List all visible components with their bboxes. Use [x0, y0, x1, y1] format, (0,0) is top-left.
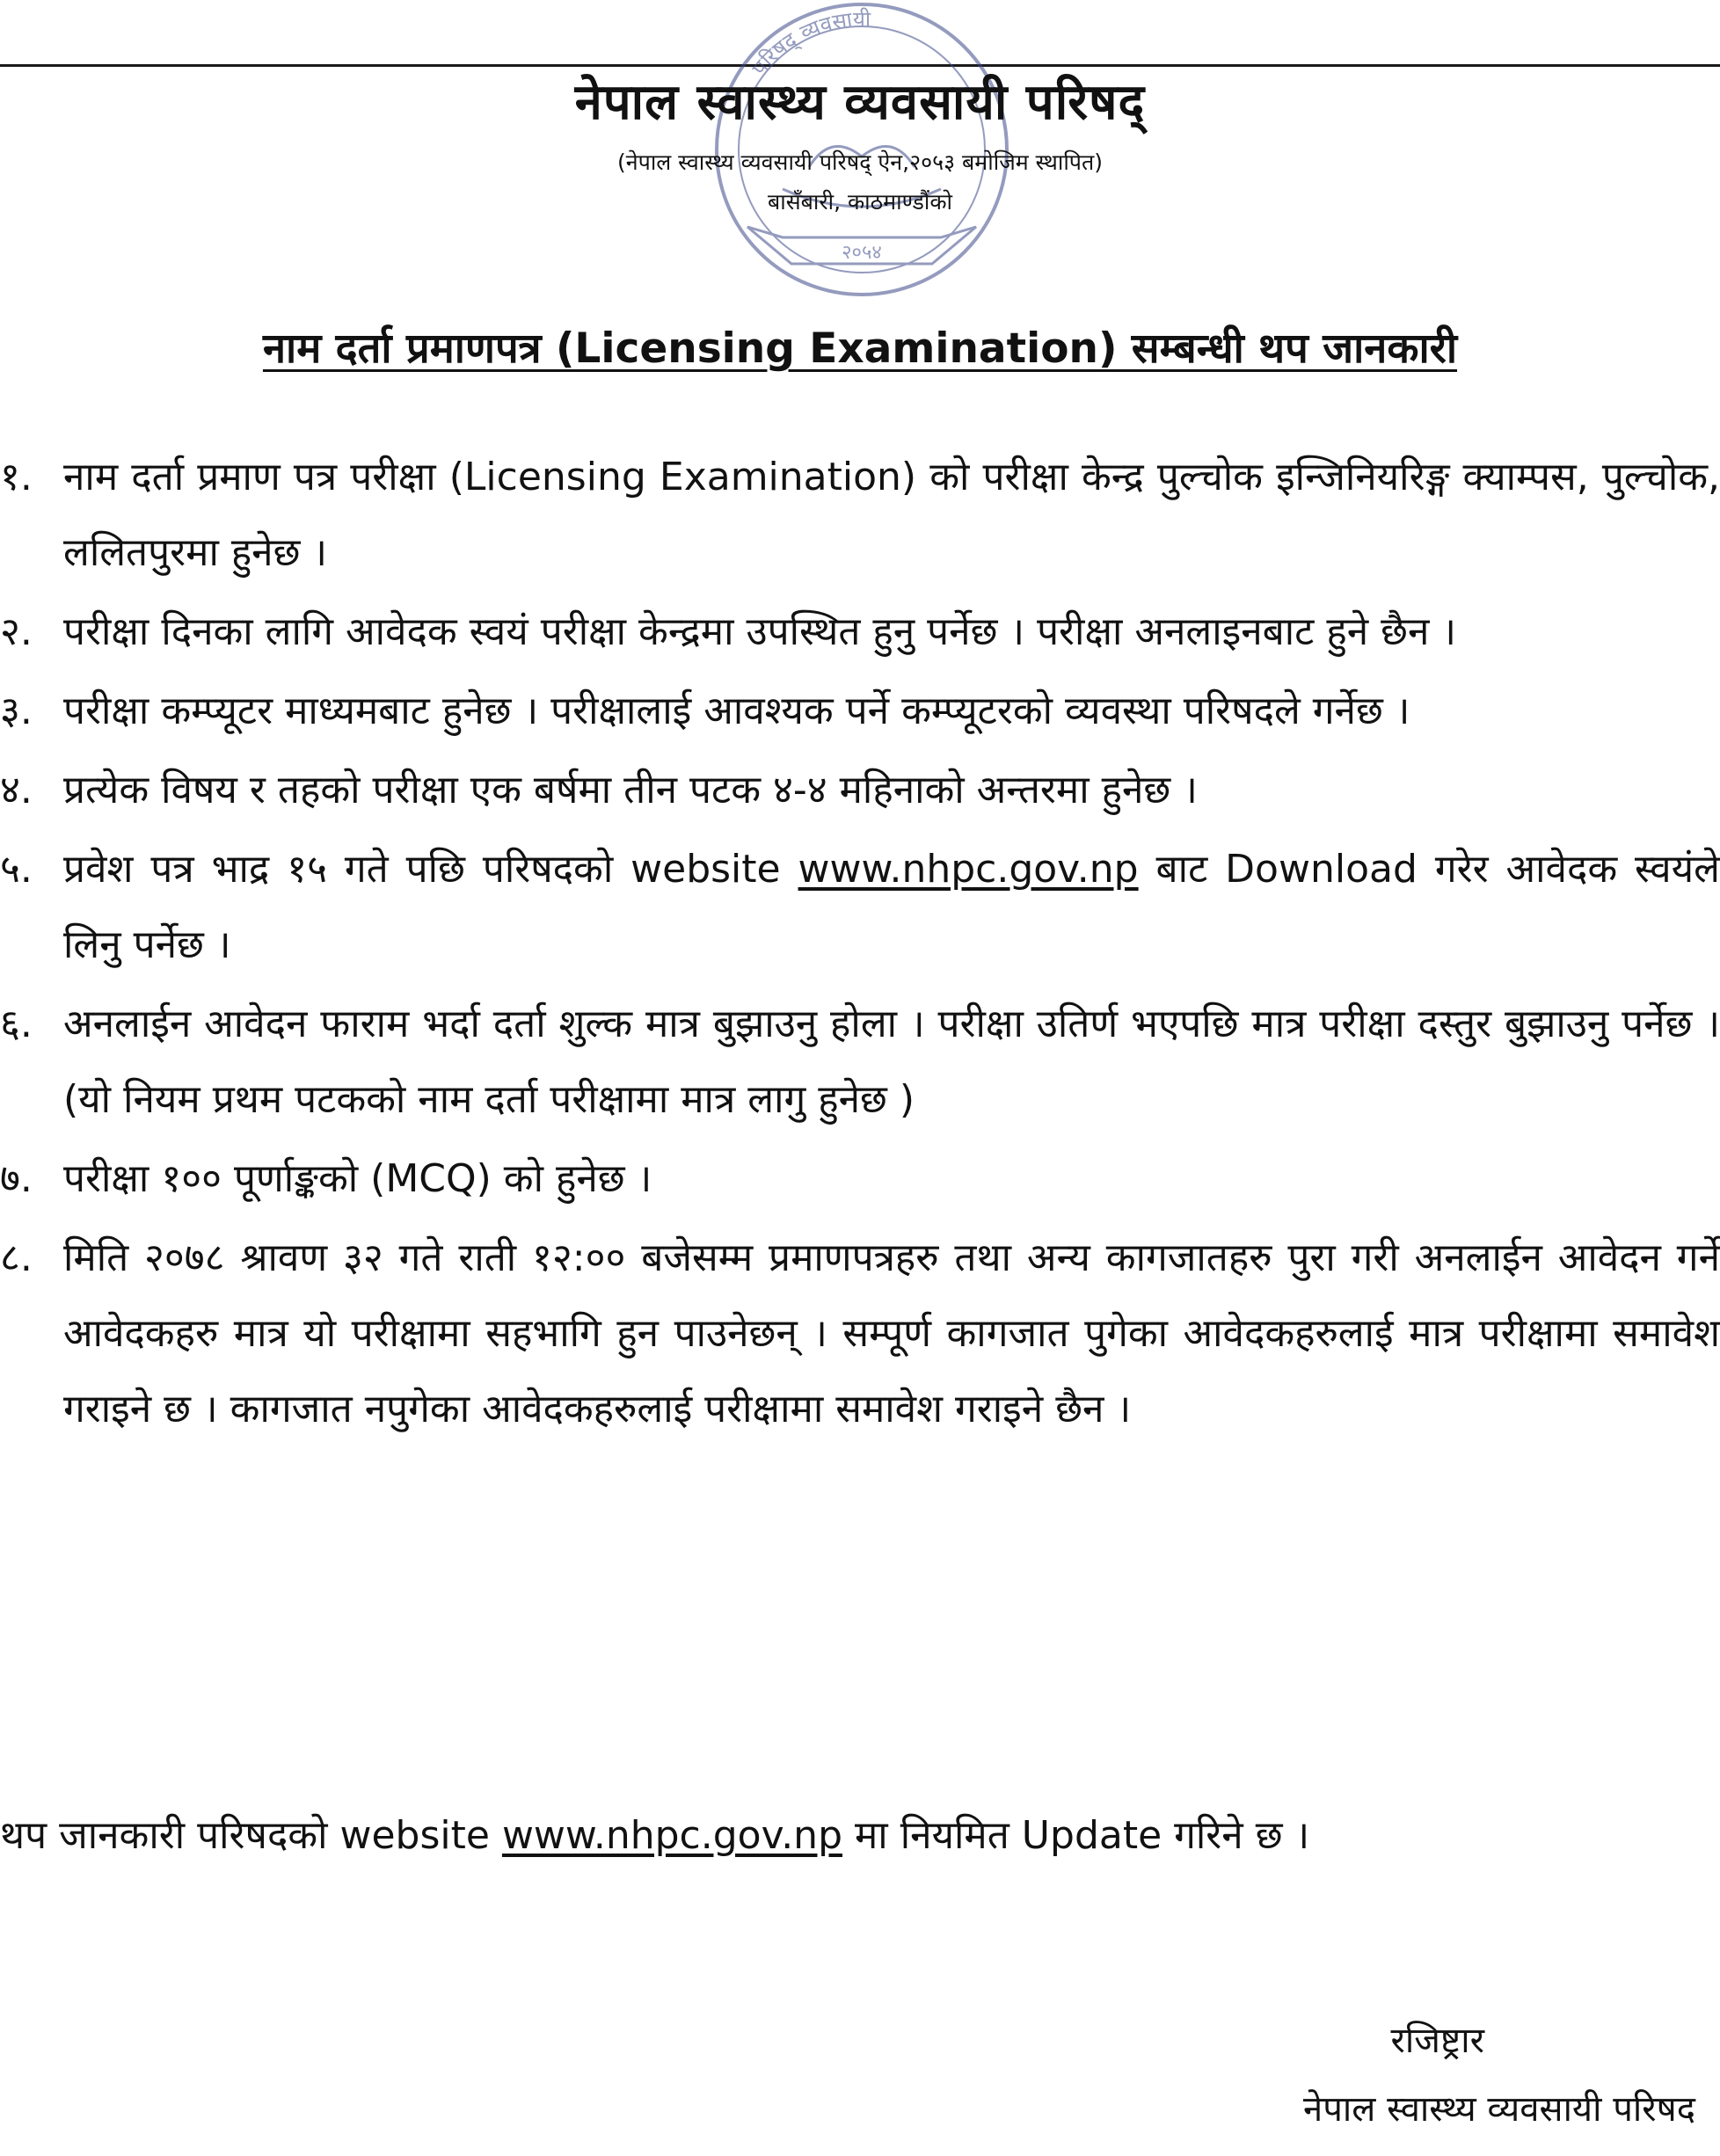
- item-number: ६.: [0, 1002, 33, 1046]
- more-info-text-after: मा नियमित Update गरिने छ ।: [855, 1813, 1310, 1858]
- nhpc-website-link[interactable]: www.nhpc.gov.np: [798, 847, 1139, 892]
- notice-item-1: [0, 440, 1720, 591]
- item-text: प्रत्येक विषय र तहको परीक्षा एक बर्षमा तीन पटक ४-४ महिनाको अन्तरमा हुनेछ ।: [63, 768, 1198, 812]
- document-title: [0, 318, 1720, 380]
- item-number: ४.: [0, 768, 33, 812]
- notice-items: [0, 440, 1720, 1451]
- item-text-after: बाट Download गरेर आवेदक स्वयंले लिनु पर्नेछ ।: [63, 847, 1720, 967]
- document-title-text: नाम दर्ता प्रमाणपत्र (Licensing Examination) सम्बन्धी थप जानकारी: [262, 324, 1458, 373]
- notice-item-6: [0, 987, 1720, 1138]
- seal-top-text: परिषद् व्यवसायी: [747, 6, 871, 81]
- item-text: नाम दर्ता प्रमाण पत्र परीक्षा (Licensing Examination) को परीक्षा केन्द्र पुल्चोक इन्जिनियरिङ्ग क्याम्पस, पुल्चोक, ललितपुरमा हुनेछ ।: [63, 455, 1720, 575]
- item-text: परीक्षा कम्प्यूटर माध्यमबाट हुनेछ । परीक्षालाई आवश्यक पर्ने कम्प्यूटरको व्यवस्था परिषदले गर्नेछ ।: [63, 688, 1410, 733]
- item-number: २.: [0, 609, 33, 654]
- more-info-note: [0, 1798, 1720, 1874]
- signatory-organization: नेपाल स्वास्थ्य व्यवसायी परिषद: [1303, 2089, 1695, 2130]
- seal-year: २०५४: [842, 242, 882, 264]
- organization-address: बासँबारी, काठमाण्डौंको: [767, 189, 953, 215]
- more-info-text-before: थप जानकारी परिषदको website: [0, 1813, 490, 1858]
- item-text: मिति २०७८ श्रावण ३२ गते राती १२:०० बजेसम्म प्रमाणपत्रहरु तथा अन्य कागजातहरु पुरा गरी अनलाईन आवेदन गर्ने आवेदकहरु मात्र यो परीक्षामा सहभागि हुन पाउनेछन् । सम्पूर्ण कागजात पुगेका आवेदकहरुलाई मात्र परीक्षामा समावेश गराइने छ । कागजात नपुगेका आवेदकहरुलाई परीक्षामा समावेश गराइने छैन ।: [63, 1235, 1720, 1431]
- notice-item-7: [0, 1141, 1720, 1217]
- item-text: अनलाईन आवेदन फाराम भर्दा दर्ता शुल्क मात्र बुझाउनु होला । परीक्षा उतिर्ण भएपछि मात्र परीक्षा दस्तुर बुझाउनु पर्नेछ । (यो नियम प्रथम पटकको नाम दर्ता परीक्षामा मात्र लागु हुनेछ ): [63, 1002, 1720, 1122]
- signatory-title: रजिष्ट्रार: [1390, 2021, 1484, 2061]
- notice-item-2: [0, 594, 1720, 670]
- notice-item-8: [0, 1220, 1720, 1447]
- letterhead: [0, 69, 1720, 222]
- organization-subtitle: (नेपाल स्वास्थ्य व्यवसायी परिषद् ऐन,२०५३ बमोजिम स्थापित): [616, 149, 1103, 175]
- notice-item-5: [0, 832, 1720, 983]
- item-number: ७.: [0, 1156, 33, 1201]
- item-text: परीक्षा दिनका लागि आवेदक स्वयं परीक्षा केन्द्रमा उपस्थित हुनु पर्नेछ । परीक्षा अनलाइनबाट हुने छैन ।: [63, 609, 1457, 654]
- notice-item-3: [0, 674, 1720, 749]
- nhpc-website-link[interactable]: www.nhpc.gov.np: [501, 1813, 842, 1858]
- signature-block: [1303, 2007, 1695, 2144]
- item-text: परीक्षा १०० पूर्णाङ्कको (MCQ) को हुनेछ ।: [63, 1156, 652, 1201]
- notice-item-4: [0, 753, 1720, 828]
- item-number: १.: [0, 455, 33, 499]
- item-text-before: प्रवेश पत्र भाद्र १५ गते पछि परिषदको website: [63, 847, 781, 892]
- item-number: ८.: [0, 1235, 33, 1280]
- item-number: ५.: [0, 847, 33, 892]
- organization-name: नेपाल स्वास्थ्य व्यवसायी परिषद्: [574, 74, 1146, 131]
- item-number: ३.: [0, 688, 33, 733]
